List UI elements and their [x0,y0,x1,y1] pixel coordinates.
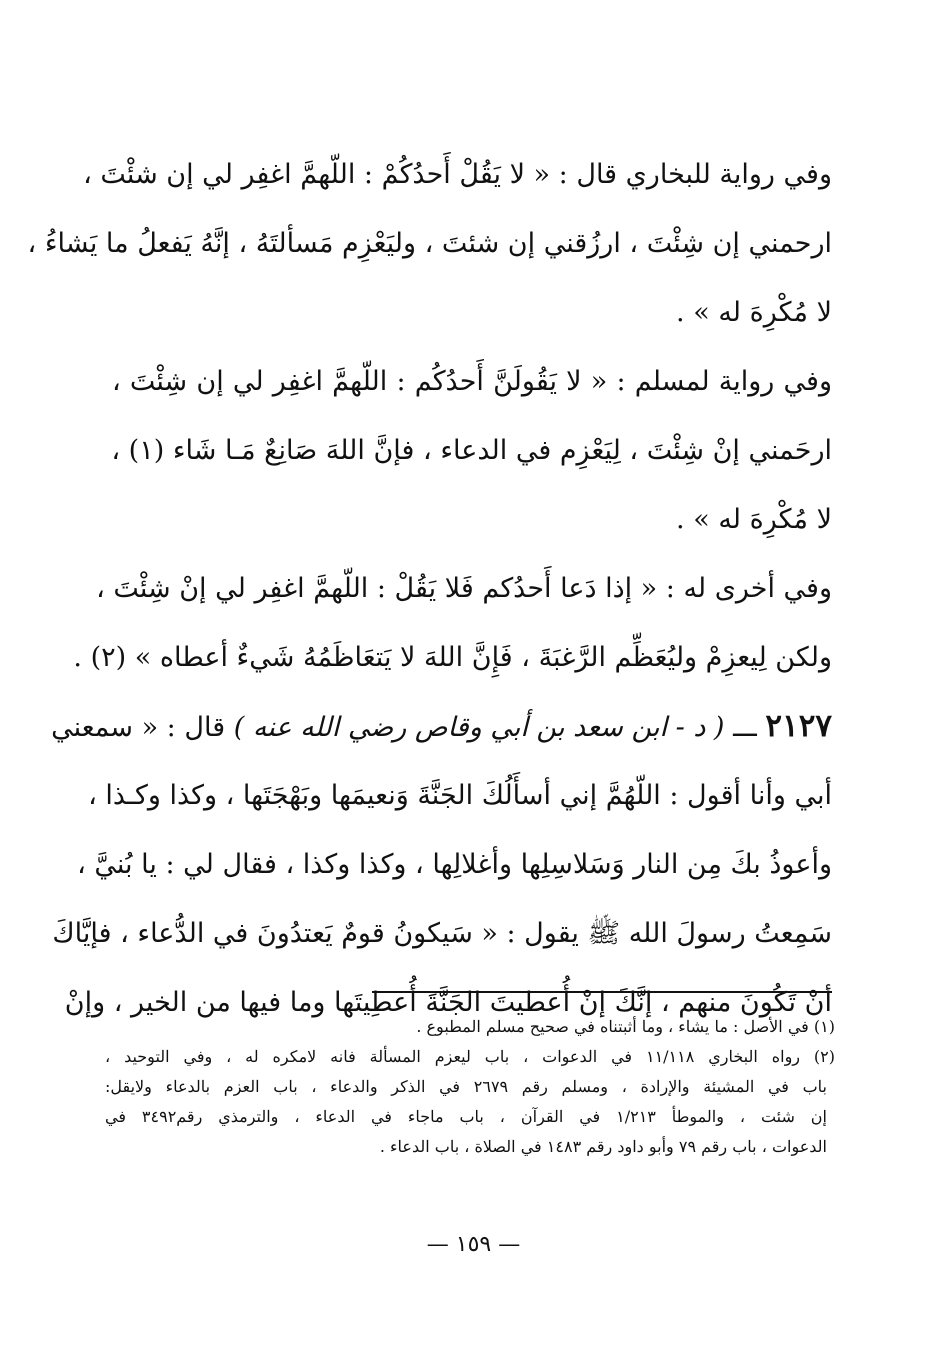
hadith-lead: قال : « سمعني [51,712,226,743]
footnotes [105,1012,835,1162]
text-line: لا مُكْرِهَ له » . [676,297,832,328]
footnote-line: الدعوات ، باب رقم ٧٩ وأبو داود رقم ١٤٨٣ في الصلاة ، باب الدعاء . [379,1137,827,1156]
text-line: ارحَمني إنْ شِئْتَ ، لِيَعْزِم في الدعاء ، فإنَّ اللهَ صَانِعٌ مَـا شَاء (١) ، [111,435,832,466]
hadith-heading-line [51,692,832,761]
text-line: ولكن لِيعزِمْ وليُعَظِّم الرَّغبَةَ ، فَإِنَّ اللهَ لا يَتعَاظَمُهُ شَيءٌ أعطاه » (٢) . [73,642,832,673]
text-line: وأعوذُ بكَ مِن النار وَسَلاسِلِها وأغلالِها ، وكذا وكذا ، فقال لي : يا بُنيَّ ، [77,849,832,880]
hadith-dash: ـــ [733,712,757,743]
text-line: أبي وأنا أقول : اللّهُمَّ إني أسأَلُكَ الجَنَّةَ وَنعيمَها وبَهْجَتَها ، وكذا وكـذا ، [88,780,832,811]
footnote-line: (٢) رواه البخاري ١١/١١٨ في الدعوات ، باب ليعزم المسألة فانه لامكره له ، وفي التوحيد ، [105,1047,836,1066]
text-line: وفي أخرى له : « إذا دَعا أَحدُكم فَلا يَقُلْ : اللّهمَّ اغفِر لي إنْ شِئْتَ ، [96,573,832,604]
text-line: وفي رواية للبخاري قال : « لا يَقُلْ أَحدُكُمْ : اللّهمَّ اغفِر لي إن شئْتَ ، [83,159,832,190]
footnote-line: (١) في الأصل : ما يشاء ، وما أثبتناه في صحيح مسلم المطبوع . [416,1017,835,1036]
footnote-divider [372,991,832,993]
hadith-number: ٢١٢٧ [765,708,832,744]
main-text [27,140,832,1037]
footnote-line: باب في المشيئة والإرادة ، ومسلم رقم ٢٦٧٩ في الذكر والدعاء ، باب العزم بالدعاء ولايقل: [105,1077,828,1096]
text-line: وفي رواية لمسلم : « لا يَقُولَنَّ أَحدُكُم : اللّهمَّ اغفِر لي إن شِئْتَ ، [112,366,832,397]
footnote-line: إن شئت ، والموطأ ١/٢١٣ في القرآن ، باب ماجاء في الدعاء ، والترمذي رقم٣٤٩٢ في [105,1107,828,1126]
hadith-narrator: ( د - ابن سعد بن أبي وقاص رضي الله عنه ) [233,712,725,743]
page-number: — ١٥٩ — [426,1232,521,1257]
text-line: ارحمني إن شِئْتَ ، ارزُقني إن شئتَ ، وليَعْزِم مَسألتَهُ ، إنَّهُ يَفعلُ ما يَشاءُ ، [27,228,832,259]
text-line: أنْ تَكُونَ منهم ، إنَّكَ إنْ أُعطيتَ الجَنَّةَ أُعطِيتَها وما فيها من الخير ، وإنْ [64,987,832,1018]
text-line: لا مُكْرِهَ له » . [676,504,832,535]
text-line: سَمِعتُ رسولَ الله ﷺ يقول : « سَيكونُ قومٌ يَعتدُونَ في الدُّعاء ، فإيَّاكَ [52,918,832,949]
